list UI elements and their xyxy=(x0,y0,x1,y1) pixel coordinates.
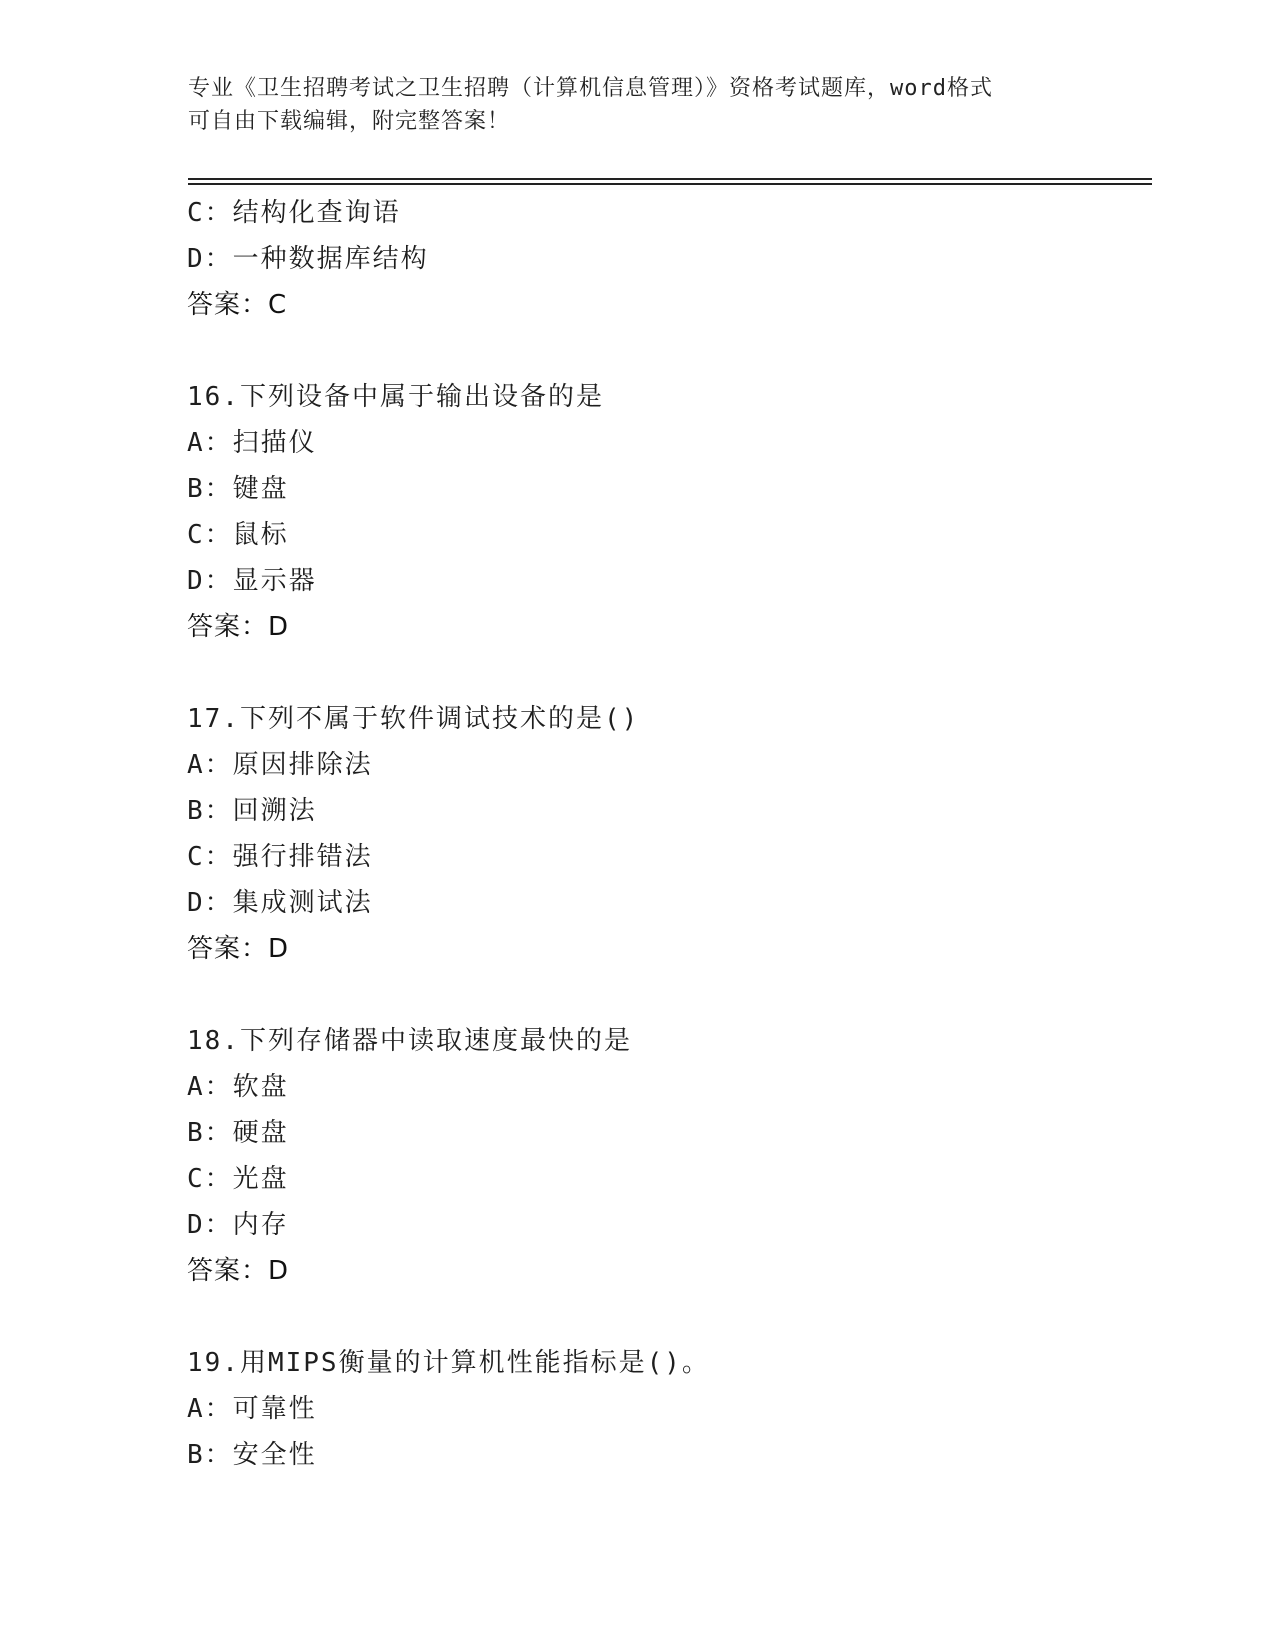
option-d: D：内存 xyxy=(187,1210,289,1240)
question-stem: 16.下列设备中属于输出设备的是 xyxy=(187,382,604,412)
header-divider-bottom xyxy=(188,183,1152,185)
question-16 xyxy=(187,374,1137,650)
option-c: C：强行排错法 xyxy=(187,842,373,872)
header-line-1: 专业《卫生招聘考试之卫生招聘（计算机信息管理）》资格考试题库，word格式 xyxy=(188,76,993,101)
answer: 答案：D xyxy=(187,612,290,642)
spacer xyxy=(187,1294,1137,1340)
option-d: D：显示器 xyxy=(187,566,317,596)
option-a: A：原因排除法 xyxy=(187,750,373,780)
option-a: A：可靠性 xyxy=(187,1394,317,1424)
question-stem: 17.下列不属于软件调试技术的是() xyxy=(187,704,640,734)
question-19 xyxy=(187,1340,1137,1478)
document-header xyxy=(188,72,1088,138)
header-line-2: 可自由下载编辑，附完整答案！ xyxy=(188,109,511,134)
option-a: A：扫描仪 xyxy=(187,428,317,458)
answer: 答案：D xyxy=(187,1256,290,1286)
option-b: B：硬盘 xyxy=(187,1118,289,1148)
question-stem: 18.下列存储器中读取速度最快的是 xyxy=(187,1026,632,1056)
option-d: D：一种数据库结构 xyxy=(187,244,429,274)
option-c: C：鼠标 xyxy=(187,520,289,550)
spacer xyxy=(187,972,1137,1018)
question-15-tail xyxy=(187,190,1137,328)
option-d: D：集成测试法 xyxy=(187,888,373,918)
spacer xyxy=(187,328,1137,374)
spacer xyxy=(187,650,1137,696)
answer: 答案：D xyxy=(187,934,290,964)
question-18 xyxy=(187,1018,1137,1294)
question-list xyxy=(187,190,1137,1478)
option-b: B：键盘 xyxy=(187,474,289,504)
option-c: C：光盘 xyxy=(187,1164,289,1194)
option-b: B：安全性 xyxy=(187,1440,317,1470)
header-divider-top xyxy=(188,178,1152,180)
option-a: A：软盘 xyxy=(187,1072,289,1102)
option-b: B：回溯法 xyxy=(187,796,317,826)
answer: 答案：C xyxy=(187,290,288,320)
question-stem: 19.用MIPS衡量的计算机性能指标是()。 xyxy=(187,1348,710,1378)
question-17 xyxy=(187,696,1137,972)
option-c: C：结构化查询语 xyxy=(187,198,401,228)
